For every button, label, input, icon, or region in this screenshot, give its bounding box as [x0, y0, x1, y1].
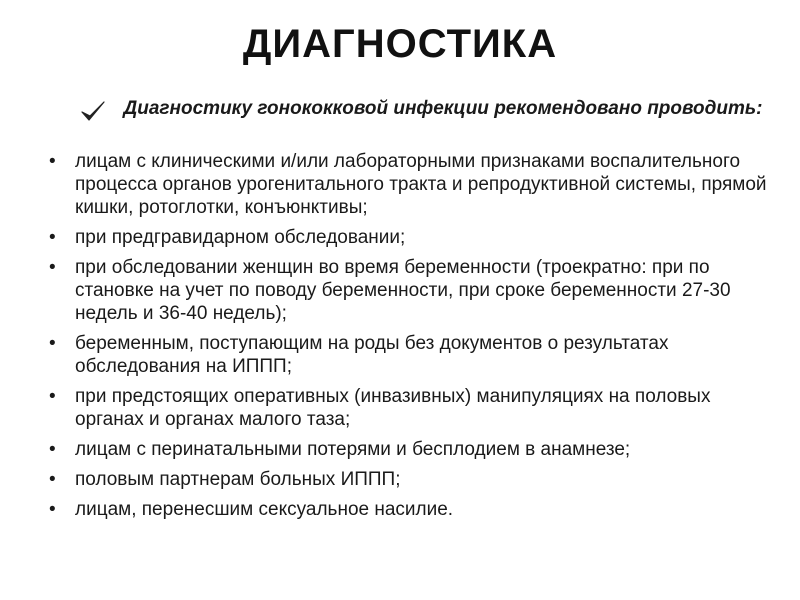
list-item [45, 498, 780, 521]
list-item [45, 385, 780, 431]
bullet: • [49, 257, 56, 278]
list-item [45, 332, 780, 378]
list-item [45, 468, 780, 491]
list-item-text: лицам с клиническими и/или лабораторными признаками воспалительного процесса органов урогенитального тракта и репродуктивной системы, прямой кишки, ротоглотки, конъюнктивы; [75, 151, 767, 218]
list-item-text: при обследовании женщин во время беременности (троекратно: при по становке на учет по поводу беременности, при сроке беременности 27-30 недель и 36-40 недель); [75, 257, 731, 324]
list-item [45, 256, 780, 325]
subheading-text: Диагностику гонококковой инфекции рекомендовано проводить: [123, 98, 763, 119]
list-item [45, 150, 780, 219]
list-item-text: лицам, перенесшим сексуальное насилие. [75, 499, 454, 520]
bullet: • [49, 469, 56, 490]
list-item-text: беременным, поступающим на роды без документов о результатах обследования на ИППП; [75, 333, 669, 377]
bullet: • [49, 227, 56, 248]
list-item [45, 438, 780, 461]
bullet: • [49, 151, 56, 172]
bullet: • [49, 439, 56, 460]
list-item-text: половым партнерам больных ИППП; [75, 469, 401, 490]
list-item [45, 226, 780, 249]
list-item-text: при предстоящих оперативных (инвазивных) манипуляциях на половых органах и органах малого таза; [75, 386, 711, 430]
bullet: • [49, 499, 56, 520]
bullet: • [49, 333, 56, 354]
page-title: ДИАГНОСТИКА [242, 22, 558, 66]
list-item-text: при предгравидарном обследовании; [75, 227, 406, 248]
list-item-text: лицам с перинатальными потерями и бесплодием в анамнезе; [75, 439, 631, 460]
subheading [78, 98, 768, 120]
bullet: • [49, 386, 56, 407]
indications-list [45, 150, 780, 528]
